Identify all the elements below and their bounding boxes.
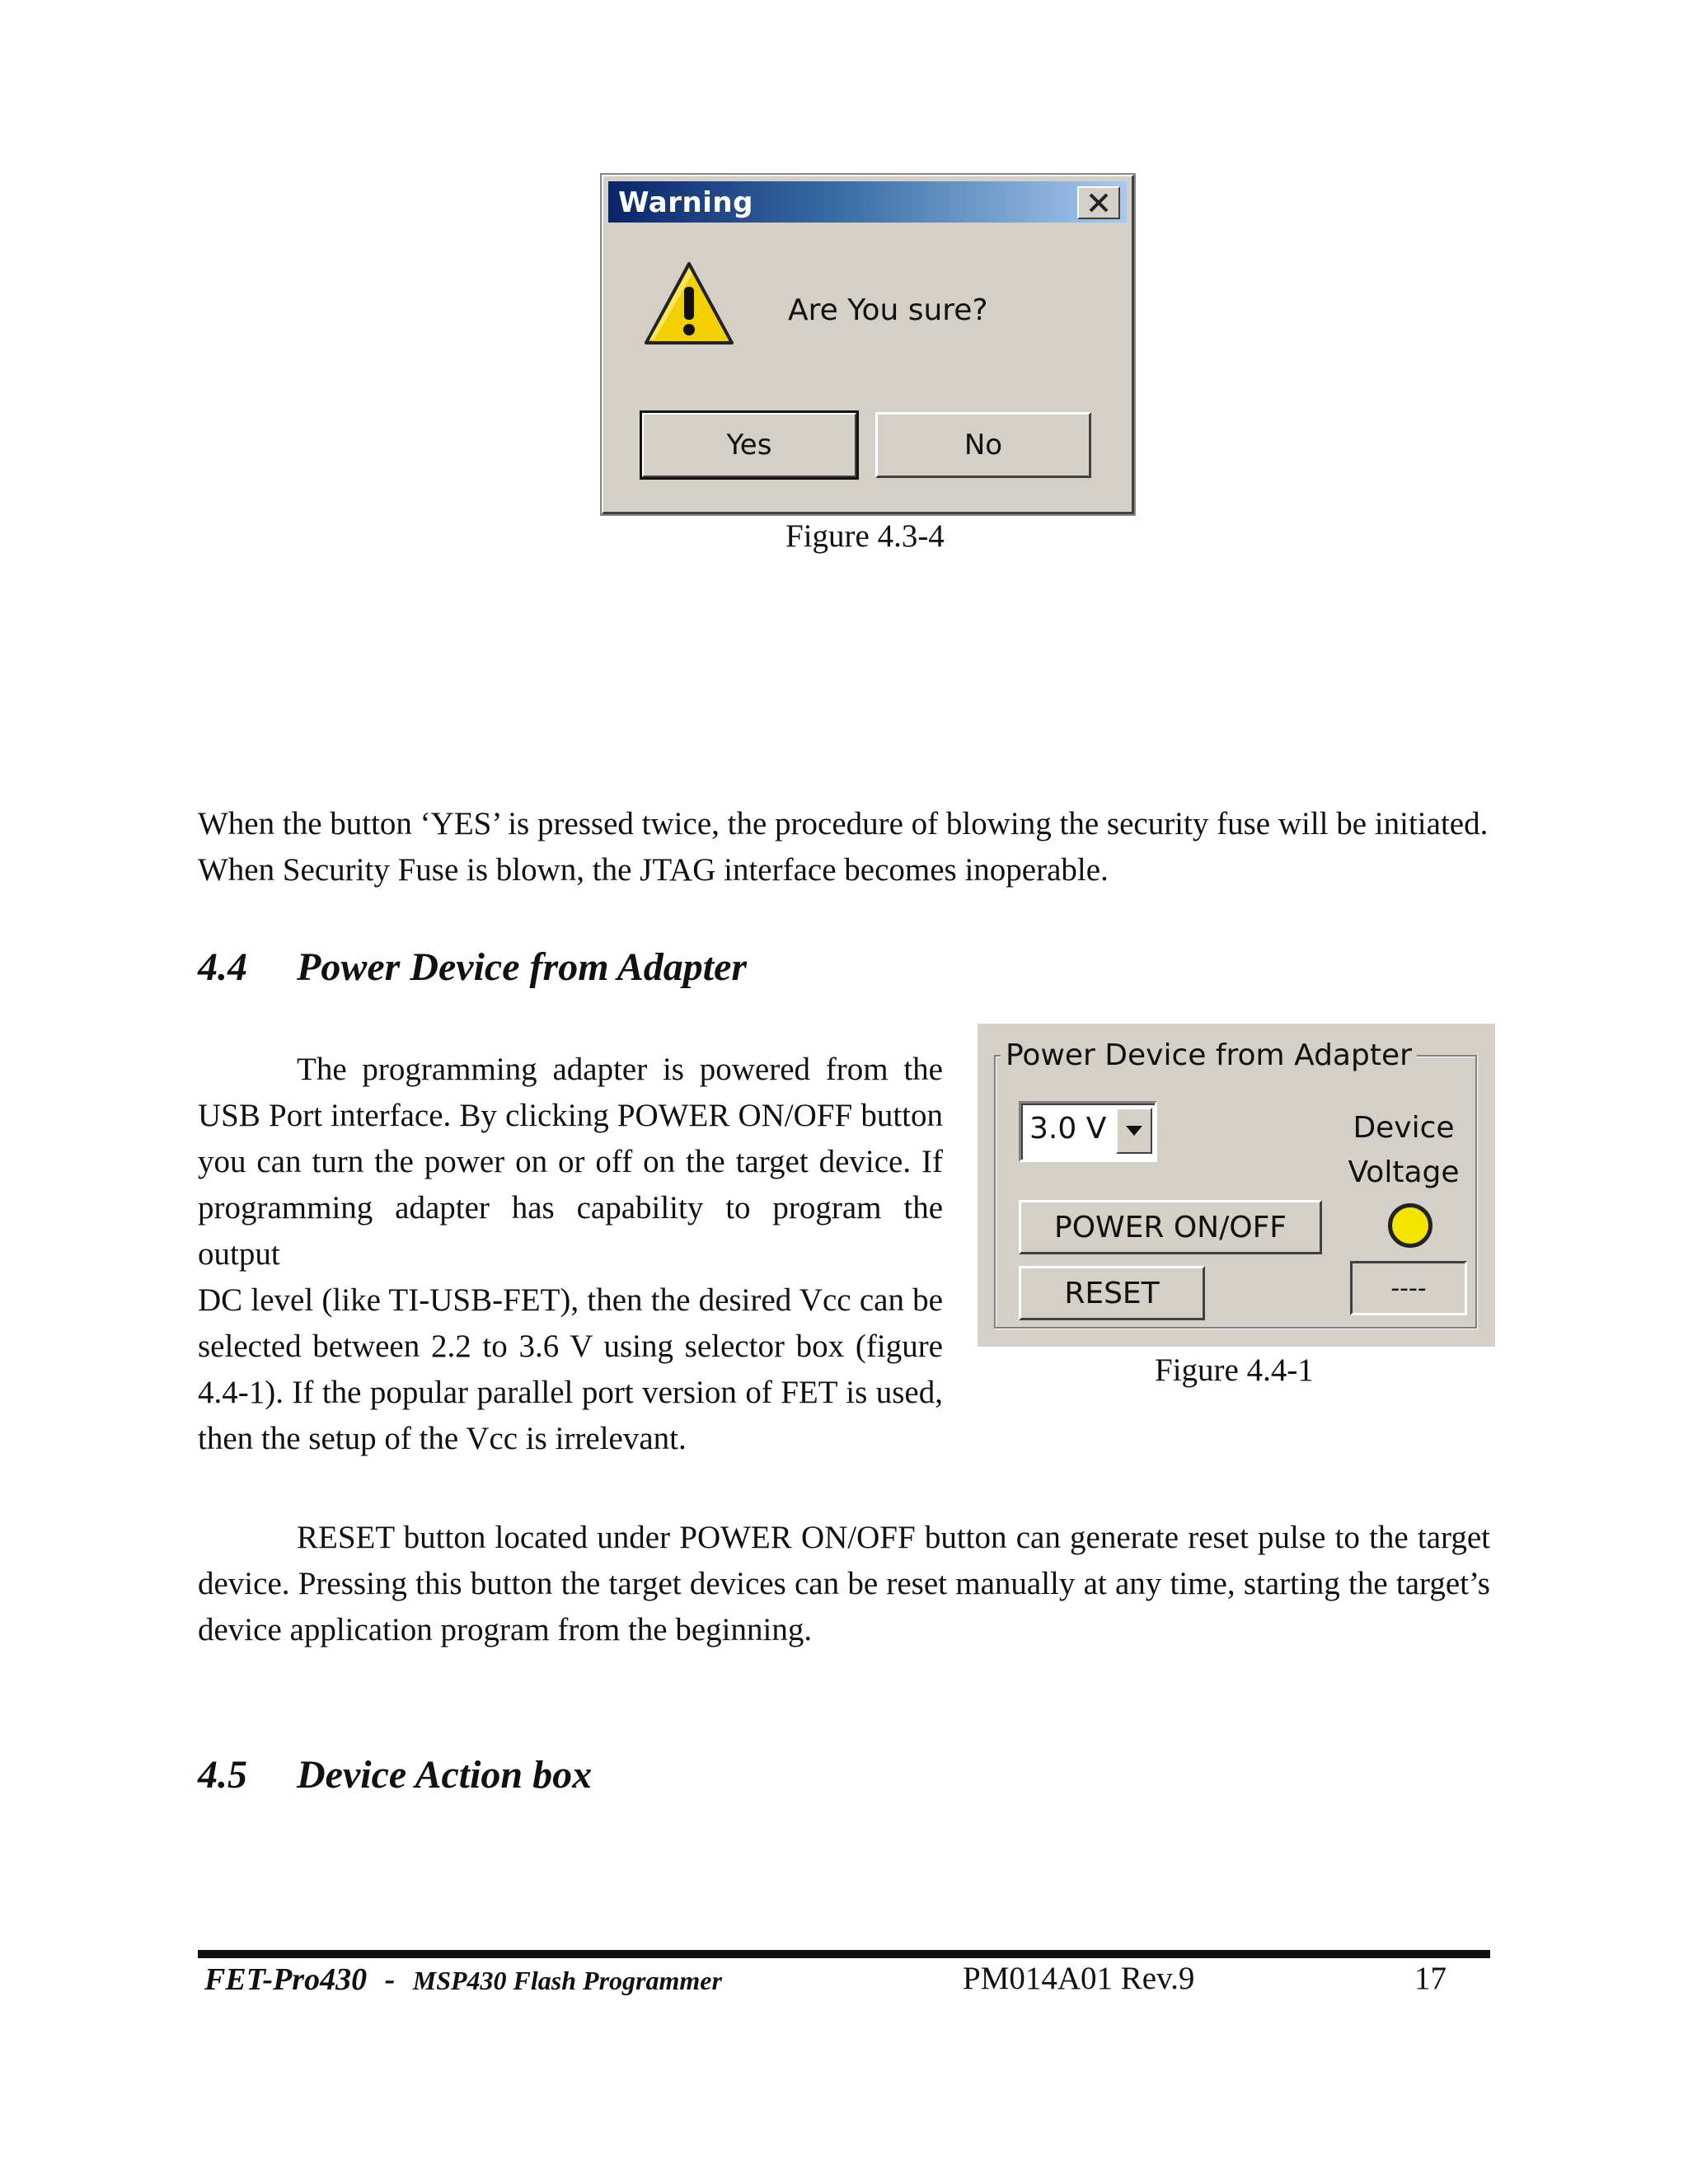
text-line: you can turn the power on or off on the target device. If [198, 1144, 943, 1179]
footer-subtitle: MSP430 Flash Programmer [412, 1966, 722, 1995]
section-title: Device Action box [297, 1753, 593, 1797]
text-line: selected between 2.2 to 3.6 V using selector box (figure [198, 1329, 943, 1364]
voltage-select[interactable] [1019, 1101, 1157, 1162]
close-icon [1086, 192, 1111, 213]
power-led-indicator [1388, 1203, 1432, 1248]
footer-separator: - [384, 1962, 396, 1997]
reset-button[interactable]: RESET [1019, 1266, 1205, 1320]
section-heading-4-4 [198, 944, 747, 990]
section-heading-4-5 [198, 1752, 592, 1797]
device-voltage-label [1342, 1106, 1465, 1195]
text-line: then the setup of the Vcc is irrelevant. [198, 1421, 687, 1456]
text-line: programming adapter has capability to program the output [198, 1190, 943, 1272]
dialog-titlebar [608, 181, 1127, 223]
power-device-panel [978, 1024, 1495, 1347]
chevron-down-icon [1125, 1125, 1143, 1137]
dropdown-button[interactable] [1116, 1108, 1152, 1154]
footer-doc-id: PM014A01 Rev.9 [963, 1961, 1195, 1996]
figure-caption-4-4-1: Figure 4.4-1 [1155, 1352, 1314, 1388]
text-line: device application program from the beginning. [198, 1612, 813, 1647]
paragraph-security-fuse [198, 801, 1488, 893]
text-line: DC level (like TI-USB-FET), then the desired Vcc can be [198, 1282, 943, 1318]
text-line: The programming adapter is powered from the [297, 1052, 943, 1087]
footer-rule [198, 1950, 1490, 1958]
text-line: RESET button located under POWER ON/OFF button can generate reset pulse to the target [297, 1520, 1490, 1555]
voltage-select-value: 3.0 V [1029, 1112, 1107, 1146]
text-line: 4.4-1). If the popular parallel port version of FET is used, [198, 1375, 943, 1410]
footer-title [204, 1961, 722, 1998]
warning-dialog [602, 175, 1134, 514]
label-line: Voltage [1348, 1155, 1460, 1189]
paragraph-reset [198, 1515, 1490, 1653]
text-line: USB Port interface. By clicking POWER ON/OFF button [198, 1098, 943, 1133]
label-line: Device [1353, 1111, 1455, 1145]
section-title: Power Device from Adapter [297, 945, 748, 989]
section-number: 4.5 [198, 1753, 247, 1797]
text-line: When the button ‘YES’ is pressed twice, the procedure of blowing the security fuse will be initiated. [198, 806, 1489, 841]
section-number: 4.4 [198, 945, 247, 989]
yes-button[interactable]: Yes [641, 412, 857, 478]
text-line: device. Pressing this button the target devices can be reset manually at any time, starting the target’s [198, 1566, 1490, 1601]
warning-triangle-icon [643, 259, 735, 351]
figure-caption-4-3-4: Figure 4.3-4 [785, 518, 945, 554]
voltage-readout: ---- [1350, 1261, 1467, 1315]
dialog-title: Warning [618, 186, 753, 219]
power-on-off-button[interactable]: POWER ON/OFF [1019, 1200, 1322, 1254]
paragraph-power-adapter [198, 1047, 943, 1462]
close-button[interactable] [1077, 186, 1120, 219]
no-button[interactable]: No [875, 412, 1091, 478]
dialog-message: Are You sure? [788, 293, 988, 327]
text-line: When Security Fuse is blown, the JTAG interface becomes inoperable. [198, 852, 1109, 888]
page-number: 17 [1414, 1961, 1447, 1996]
footer-product: FET-Pro430 [204, 1962, 368, 1997]
groupbox-title: Power Device from Adapter [1001, 1038, 1417, 1072]
